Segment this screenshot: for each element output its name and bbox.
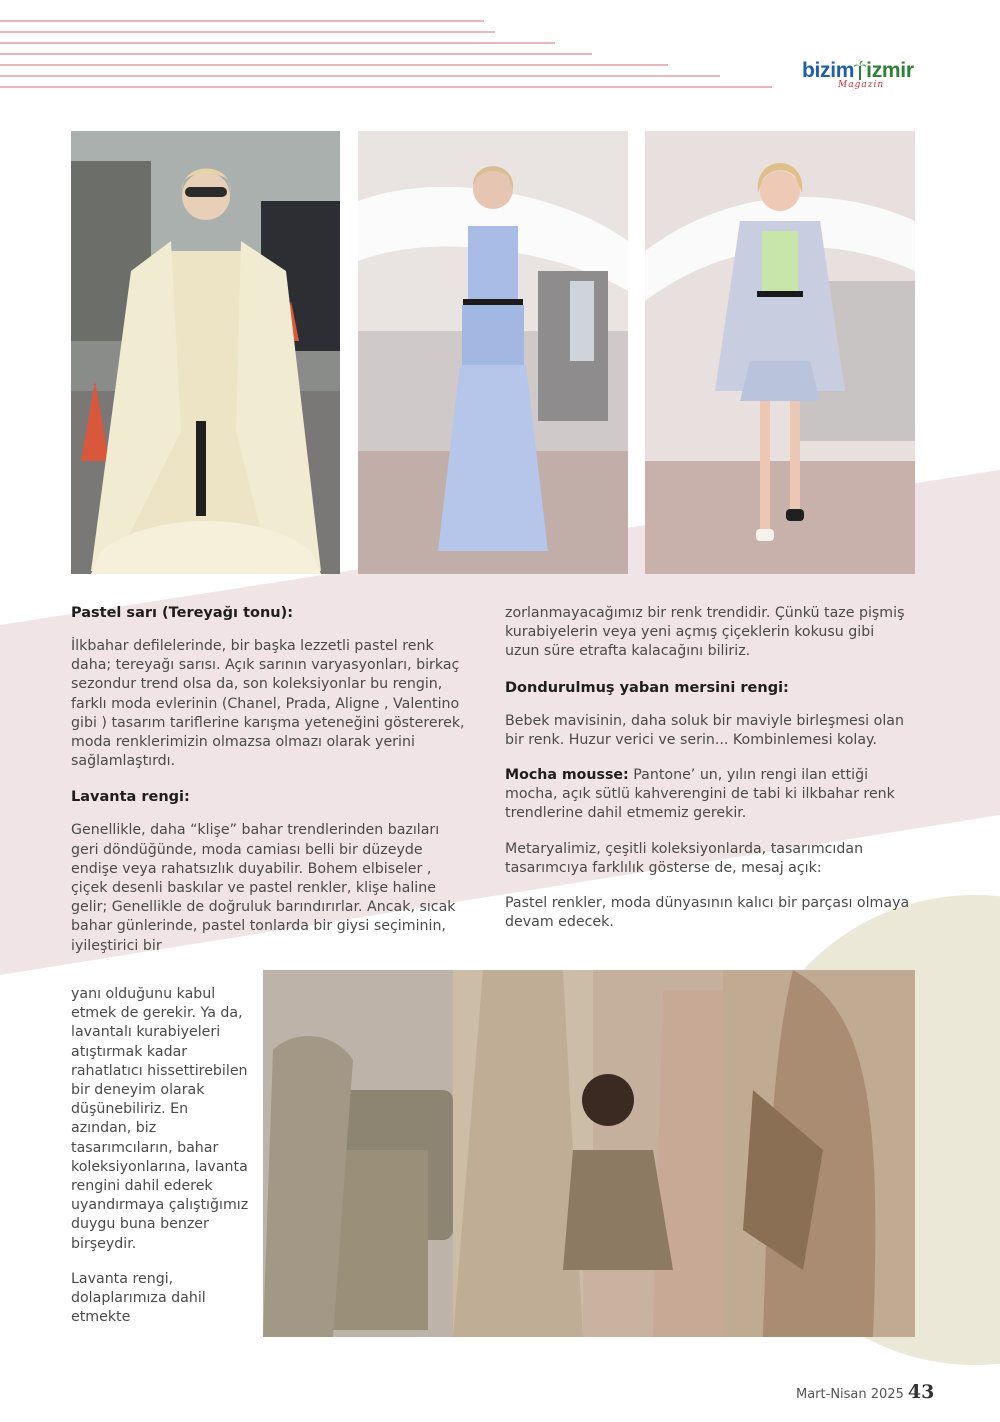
- paragraph-butter-yellow: İlkbahar defilelerinde, bir başka lezzetli pastel renk daha; tereyağı sarısı. Açık sarının varyasyonları, birkaç sezondur trend olsa da, son koleksiyonlar bu rengin, farklı moda evlerinin (Chanel, Prada, Aligne , Valentino gibi ) tasarım tariflerine karışma yeteneğini göstererek, moda renklerimizin olmazsa olmazı olarak yerini sağlamlaştırdı.: [71, 638, 465, 770]
- mocha-mousse-label: Mocha mousse:: [505, 767, 629, 784]
- issue-date: Mart-Nisan 2025: [796, 1387, 904, 1402]
- brand-tagline: Magazin: [838, 80, 885, 90]
- paragraph-lavender: Genellikle, daha “klişe” bahar trendlerinden bazıları geri döndüğünde, moda camiası belli bir düzeyde endişe veya rahatsızlık duyabilir. Bohem elbiseler , çiçek desenli baskılar ve pastel renkler, klişe haline gelir; Genellikle de doğruluk barındırırlar. Ancak, sıcak bahar günlerinde, pastel tonlarda bir giysi seçiminin, iyileştirici bir: [71, 822, 456, 954]
- paragraph-lavender-end: zorlanmayacağımız bir renk trendidir. Çünkü taze pişmiş kurabiyelerin veya yeni açmış çiçeklerin kokusu gibi uzun süre etrafta kalacağını biliriz.: [505, 605, 905, 660]
- article-column-right: [505, 604, 910, 932]
- paragraph-frozen-blueberry: Bebek mavisinin, daha soluk bir maviyle birleşmesi olan bir renk. Huzur verici ve serin... Kombinlemesi kolay.: [505, 712, 904, 748]
- brand-name-part2: izmir: [866, 59, 914, 82]
- paragraph-material: Metaryalimiz, çeşitli koleksiyonlarda, tasarımcıdan tasarımcıya farklılık gösterse de, mesaj açık:: [505, 840, 864, 876]
- article-column-left: [71, 603, 476, 956]
- heading-frozen-blueberry: Dondurulmuş yaban mersini rengi:: [505, 679, 789, 696]
- article-column-left-narrow: [71, 985, 251, 1327]
- paragraph-lavender-continued: yanı olduğunu kabul etmek de gerekir. Ya da, lavantalı kurabiyeleri atıştırmak kadar rahatlatıcı hissettirebilen bir deneyim olarak düşünebiliriz. En azından, biz tasarımcıların, bahar koleksiyonlarına, lavanta rengini dahil ederek uyandırmaya çalıştığımız duygu buna benzer birşeydir.: [71, 986, 249, 1252]
- photo-mocha-collage: [263, 970, 915, 1337]
- photo-street-style: [71, 131, 340, 574]
- palm-tree-icon: [854, 60, 866, 80]
- mocha-mousse-text: Pantone’ un, yılın rengi ilan ettiği mocha, açık sütlü kahverengini de tabi ki ilkbahar renk trendlerine dahil etmemiz gerekir.: [505, 767, 895, 822]
- heading-butter-yellow: Pastel sarı (Tereyağı tonu):: [71, 605, 294, 621]
- heading-lavender: Lavanta rengi:: [71, 789, 190, 806]
- photo-runway-tweed-jacket: [645, 131, 915, 574]
- page-number: 43: [907, 1381, 935, 1403]
- paragraph-lavender-closing: Lavanta rengi, dolaplarımıza dahil etmekte: [71, 1270, 206, 1326]
- paragraph-mocha-mousse: [505, 766, 910, 824]
- brand-logo: [802, 60, 922, 100]
- paragraph-conclusion: Pastel renkler, moda dünyasının kalıcı bir parçası olmaya devam edecek.: [505, 895, 910, 931]
- brand-wordmark: [802, 60, 922, 82]
- photo-runway-blue-gown: [358, 131, 628, 574]
- brand-name-part1: bizim: [802, 59, 855, 82]
- page-footer: [796, 1381, 934, 1403]
